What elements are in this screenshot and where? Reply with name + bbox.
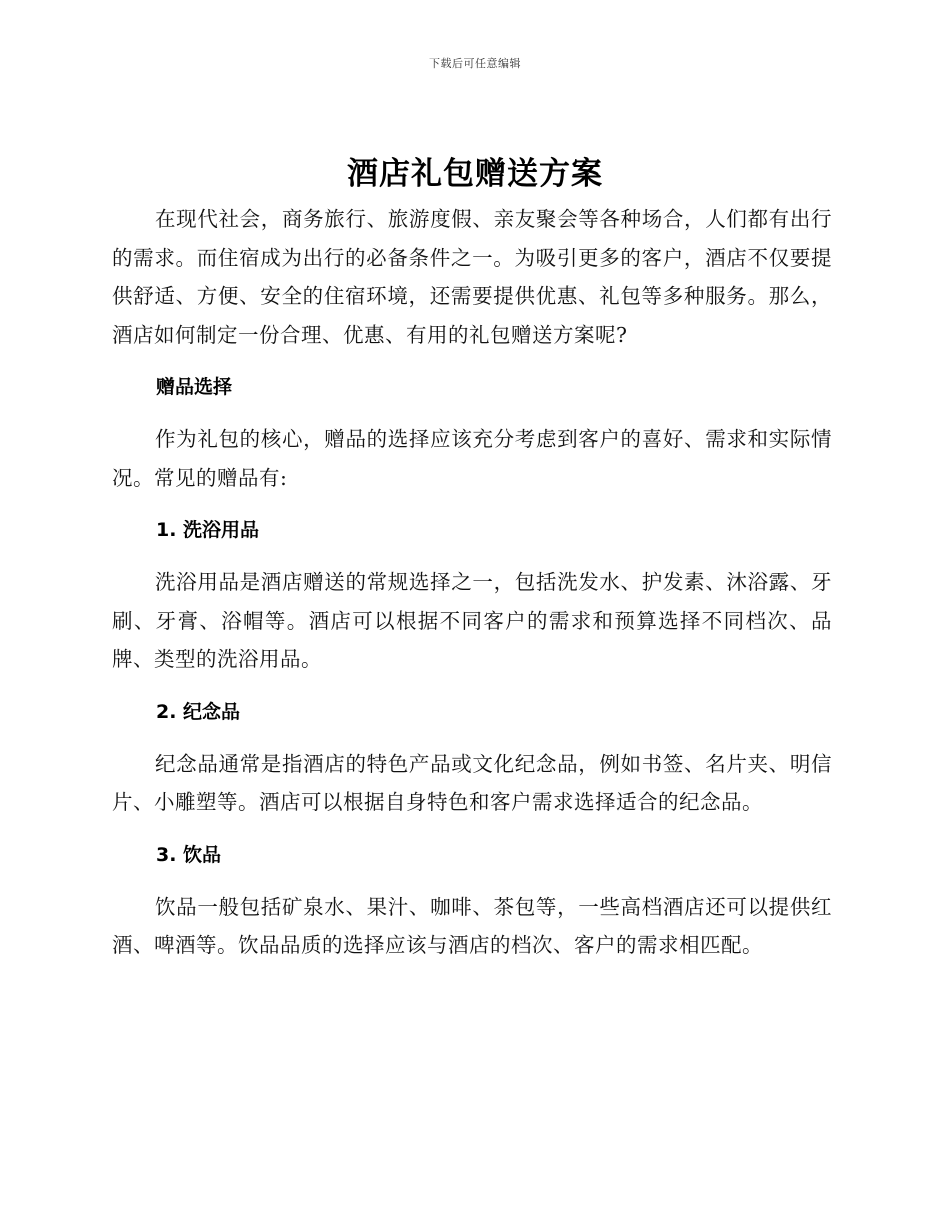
section-heading-gift-selection: 赠品选择 [156, 376, 233, 398]
item-heading-toiletries: 1. 洗浴用品 [156, 519, 260, 541]
drinks-paragraph: 饮品一般包括矿泉水、果汁、咖啡、茶包等，一些高档酒店还可以提供红酒、啤酒等。饮品品质的选择应该与酒店的档次、客户的需求相匹配。 [112, 894, 832, 957]
header-note: 下载后可任意编辑 [429, 57, 521, 70]
toiletries-paragraph: 洗浴用品是酒店赠送的常规选择之一，包括洗发水、护发素、沐浴露、牙刷、牙膏、浴帽等。酒店可以根据不同客户的需求和预算选择不同档次、品牌、类型的洗浴用品。 [112, 570, 832, 671]
souvenirs-paragraph: 纪念品通常是指酒店的特色产品或文化纪念品，例如书签、名片夹、明信片、小雕塑等。酒店可以根据自身特色和客户需求选择适合的纪念品。 [112, 751, 832, 814]
gift-selection-paragraph: 作为礼包的核心，赠品的选择应该充分考虑到客户的喜好、需求和实际情况。常见的赠品有: [112, 427, 832, 490]
item-heading-souvenirs: 2. 纪念品 [156, 700, 241, 723]
document-body [112, 200, 832, 965]
item-heading-drinks: 3. 饮品 [156, 843, 222, 866]
intro-paragraph: 在现代社会，商务旅行、旅游度假、亲友聚会等各种场合，人们都有出行的需求。而住宿成为出行的必备条件之一。为吸引更多的客户，酒店不仅要提供舒适、方便、安全的住宿环境，还需要提供优惠、礼包等多种服务。那么，酒店如何制定一份合理、优惠、有用的礼包赠送方案呢? [112, 207, 832, 347]
document-title: 酒店礼包赠送方案 [347, 156, 603, 192]
